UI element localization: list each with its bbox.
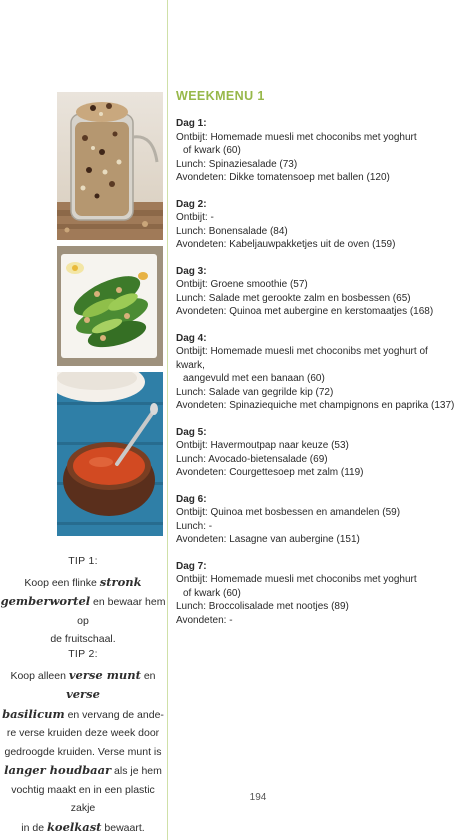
meal-line: Avondeten: Kabeljauwpakketjes uit de oven (159) xyxy=(176,239,396,250)
day-title: Dag 1: xyxy=(176,118,207,129)
day-title: Dag 2: xyxy=(176,198,207,210)
meal-line: Ontbijt: Homemade muesli met choconibs met yoghurt xyxy=(176,574,417,585)
meal-line: Lunch: Spinaziesalade (73) xyxy=(176,158,298,170)
meal-line: Ontbijt: Groene smoothie (57) xyxy=(176,279,308,290)
meal-line: of kwark (60) xyxy=(183,587,241,599)
meal-line: Avondeten: Courgettesoep met zalm (119) xyxy=(176,467,364,478)
meal-line: Ontbijt: Homemade muesli met choconibs met yoghurt of kwark, xyxy=(176,346,428,371)
tip-2-text: in de xyxy=(21,821,47,834)
tip-2-line-4: gedroogde kruiden. Verse munt is xyxy=(4,745,162,758)
tip-2-text: Koop alleen xyxy=(10,669,69,682)
column-divider xyxy=(167,0,168,840)
tip-2-line-6: vochtig maakt en in een plastic zakje xyxy=(11,783,155,814)
day-title: Dag 4: xyxy=(176,332,207,344)
tip-2-line-2 xyxy=(0,705,166,725)
tip-1-line-2 xyxy=(0,592,166,630)
tip-2 xyxy=(0,645,166,837)
meal-line: aangevuld met een banaan (60) xyxy=(183,373,325,384)
day-block xyxy=(176,493,459,547)
tip-2-emphasis: verse xyxy=(66,687,100,701)
day-block xyxy=(176,198,459,252)
day-list xyxy=(176,117,459,627)
day-title: Dag 5: xyxy=(176,426,207,438)
tip-1 xyxy=(0,552,166,649)
meal-line: Lunch: Salade van gegrilde kip (72) xyxy=(176,386,334,398)
tomato-soup-photo xyxy=(57,372,163,536)
tip-2-title: TIP 2: xyxy=(68,648,98,660)
tip-2-text: en xyxy=(140,669,156,682)
meal-line: Lunch: Avocado-bietensalade (69) xyxy=(176,453,328,465)
meal-line: Ontbijt: - xyxy=(176,212,214,223)
day-block xyxy=(176,117,459,185)
meal-line: Avondeten: Quinoa met aubergine en kerstomaatjes (168) xyxy=(176,306,434,317)
meal-line: Ontbijt: Havermoutpap naar keuze (53) xyxy=(176,440,349,451)
tip-2-text: als je hem xyxy=(111,765,162,777)
tip-2-text: bewaart. xyxy=(101,821,145,834)
meal-line: Avondeten: Lasagne van aubergine (151) xyxy=(176,534,360,545)
tip-2-line-5 xyxy=(0,761,166,781)
tip-1-emphasis: gemberwortel xyxy=(0,594,91,608)
day-title: Dag 3: xyxy=(176,265,207,277)
meal-line: Ontbijt: Homemade muesli met choconibs met yoghurt xyxy=(176,131,417,143)
tip-2-emphasis: basilicum xyxy=(2,706,65,721)
day-block xyxy=(176,426,459,480)
tip-2-emphasis: koelkast xyxy=(46,819,102,834)
tip-1-text: en bewaar hem op xyxy=(77,596,166,627)
tip-1-text: Koop een flinke xyxy=(24,576,100,589)
weekmenu-title: WEEKMENU 1 xyxy=(176,89,265,103)
meal-line: Ontbijt: Quinoa met bosbessen en amandelen (59) xyxy=(176,507,401,518)
tip-1-emphasis: stronk xyxy=(99,574,142,589)
day-block xyxy=(176,265,459,319)
meal-line: Avondeten: - xyxy=(176,614,233,626)
meal-line: Lunch: Salade met gerookte zalm en bosbessen (65) xyxy=(176,292,411,304)
meal-line: of kwark (60) xyxy=(183,145,241,156)
spinach-salad-photo xyxy=(57,246,163,366)
muesli-jar-photo xyxy=(57,92,163,240)
tip-1-line-1 xyxy=(0,573,166,593)
day-title: Dag 7: xyxy=(176,560,207,572)
day-title: Dag 6: xyxy=(176,493,207,505)
weekmenu xyxy=(176,89,459,640)
meal-line: Lunch: Bonensalade (84) xyxy=(176,225,288,237)
day-block xyxy=(176,560,459,628)
tip-2-emphasis: langer houdbaar xyxy=(4,763,112,777)
tip-2-line-3: re verse kruiden deze week door xyxy=(6,727,160,739)
meal-line: Lunch: - xyxy=(176,520,213,532)
page-number: 194 xyxy=(249,792,267,803)
tip-1-title: TIP 1: xyxy=(68,555,98,567)
tip-2-text: en vervang de ande- xyxy=(64,708,164,721)
tip-2-line-1 xyxy=(0,666,166,705)
meal-line: Lunch: Broccolisalade met nootjes (89) xyxy=(176,601,349,612)
day-block xyxy=(176,332,459,413)
tip-1-line-3: de fruitschaal. xyxy=(50,633,116,645)
meal-line: Avondeten: Dikke tomatensoep met ballen (120) xyxy=(176,172,390,183)
tip-2-emphasis: verse munt xyxy=(68,667,141,682)
tip-2-line-7 xyxy=(0,818,166,838)
meal-line: Avondeten: Spinaziequiche met champignons en paprika (137) xyxy=(176,400,455,411)
